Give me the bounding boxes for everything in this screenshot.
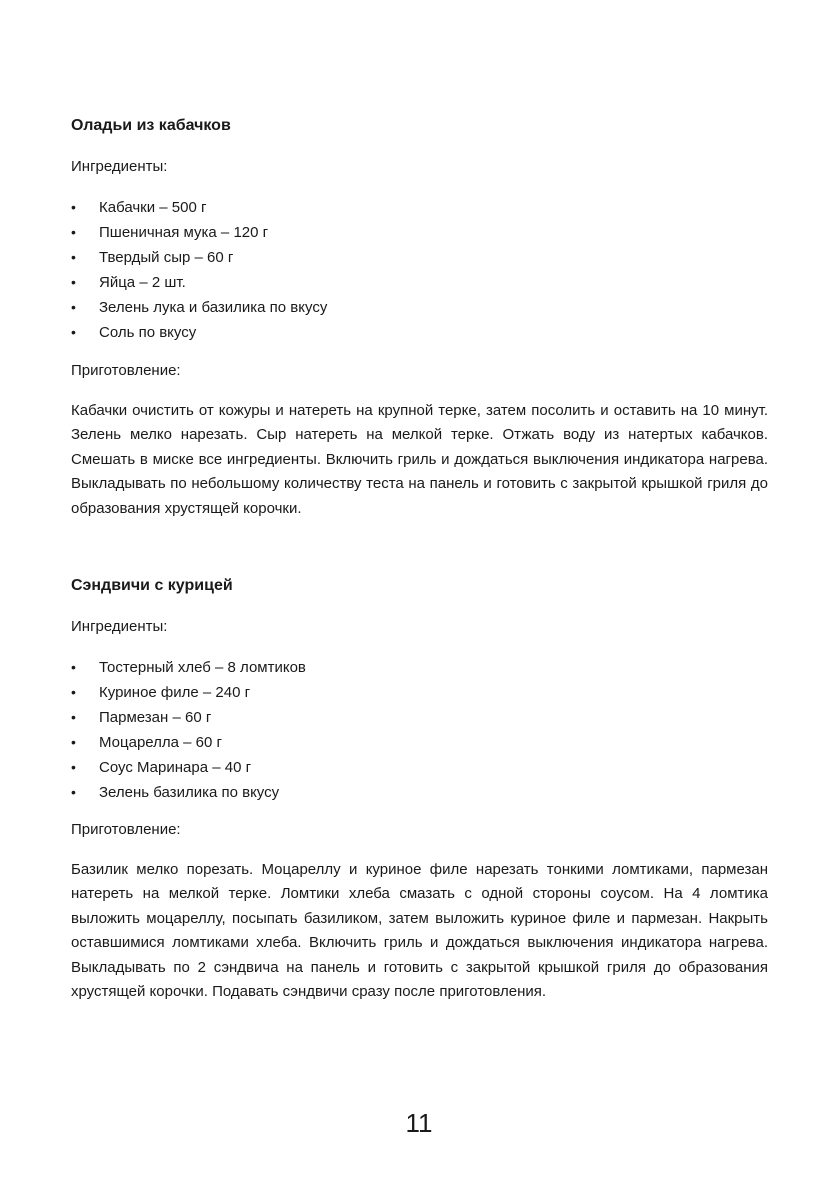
bullet-icon: •	[71, 249, 76, 265]
list-item	[71, 195, 327, 220]
list-item	[71, 655, 306, 680]
ingredient-text: Куриное филе – 240 г	[99, 684, 251, 701]
list-item	[71, 755, 306, 780]
recipe-2-title: Сэндвичи с курицей	[71, 577, 233, 594]
ingredient-text: Соус Маринара – 40 г	[99, 759, 252, 776]
bullet-icon: •	[71, 684, 76, 700]
bullet-icon: •	[71, 299, 76, 315]
recipe-1-preparation-label: Приготовление:	[71, 362, 181, 379]
ingredient-text: Пшеничная мука – 120 г	[99, 224, 269, 241]
bullet-icon: •	[71, 709, 76, 725]
bullet-icon: •	[71, 224, 76, 240]
page-number: 11	[405, 1108, 433, 1138]
recipe-1-ingredients-list	[71, 195, 327, 345]
recipe-1-title: Оладьи из кабачков	[71, 117, 231, 134]
bullet-icon: •	[71, 274, 76, 290]
ingredient-text: Зелень базилика по вкусу	[99, 784, 280, 801]
bullet-icon: •	[71, 324, 76, 340]
list-item	[71, 780, 306, 805]
bullet-icon: •	[71, 199, 76, 215]
list-item	[71, 245, 327, 270]
recipe-2-ingredients-label: Ингредиенты:	[71, 618, 168, 635]
ingredient-text: Яйца – 2 шт.	[99, 274, 186, 291]
list-item	[71, 295, 327, 320]
recipe-1-preparation-text: Кабачки очистить от кожуры и натереть на крупной терке, затем посолить и оставить на 10 минут. Зелень мелко нарезать. Сыр натереть на мелкой терке. Отжать воду из натертых кабачков. Смешать в миске все ингредиенты. Включить гриль и дождаться выключения индикатора нагрева. Выкладывать по небольшому количеству теста на панель и готовить с закрытой крышкой гриля до образования хрустящей корочки.	[71, 402, 768, 517]
ingredient-text: Твердый сыр – 60 г	[99, 249, 234, 266]
list-item	[71, 680, 306, 705]
bullet-icon: •	[71, 759, 76, 775]
ingredient-text: Тостерный хлеб – 8 ломтиков	[99, 659, 306, 676]
ingredient-text: Кабачки – 500 г	[99, 199, 207, 216]
list-item	[71, 320, 327, 345]
bullet-icon: •	[71, 659, 76, 675]
bullet-icon: •	[71, 784, 76, 800]
recipe-2-ingredients-list	[71, 655, 306, 805]
recipe-2-preparation-text: Базилик мелко порезать. Моцареллу и куриное филе нарезать тонкими ломтиками, пармезан натереть на мелкой терке. Ломтики хлеба смазать с одной стороны соусом. На 4 ломтика выложить моцареллу, посыпать базиликом, затем выложить куриное филе и пармезан. Накрыть оставшимися ломтиками хлеба. Включить гриль и дождаться выключения индикатора нагрева. Выкладывать по 2 сэндвича на панель и готовить с закрытой крышкой гриля до образования хрустящей корочки. Подавать сэндвичи сразу после приготовления.	[71, 861, 768, 1001]
bullet-icon: •	[71, 734, 76, 750]
ingredient-text: Моцарелла – 60 г	[99, 734, 222, 751]
recipe-1-ingredients-label: Ингредиенты:	[71, 158, 168, 175]
list-item	[71, 705, 306, 730]
ingredient-text: Пармезан – 60 г	[99, 709, 212, 726]
ingredient-text: Зелень лука и базилика по вкусу	[99, 299, 328, 316]
list-item	[71, 220, 327, 245]
ingredient-text: Соль по вкусу	[99, 324, 197, 341]
list-item	[71, 270, 327, 295]
list-item	[71, 730, 306, 755]
recipe-2-preparation-label: Приготовление:	[71, 821, 181, 838]
